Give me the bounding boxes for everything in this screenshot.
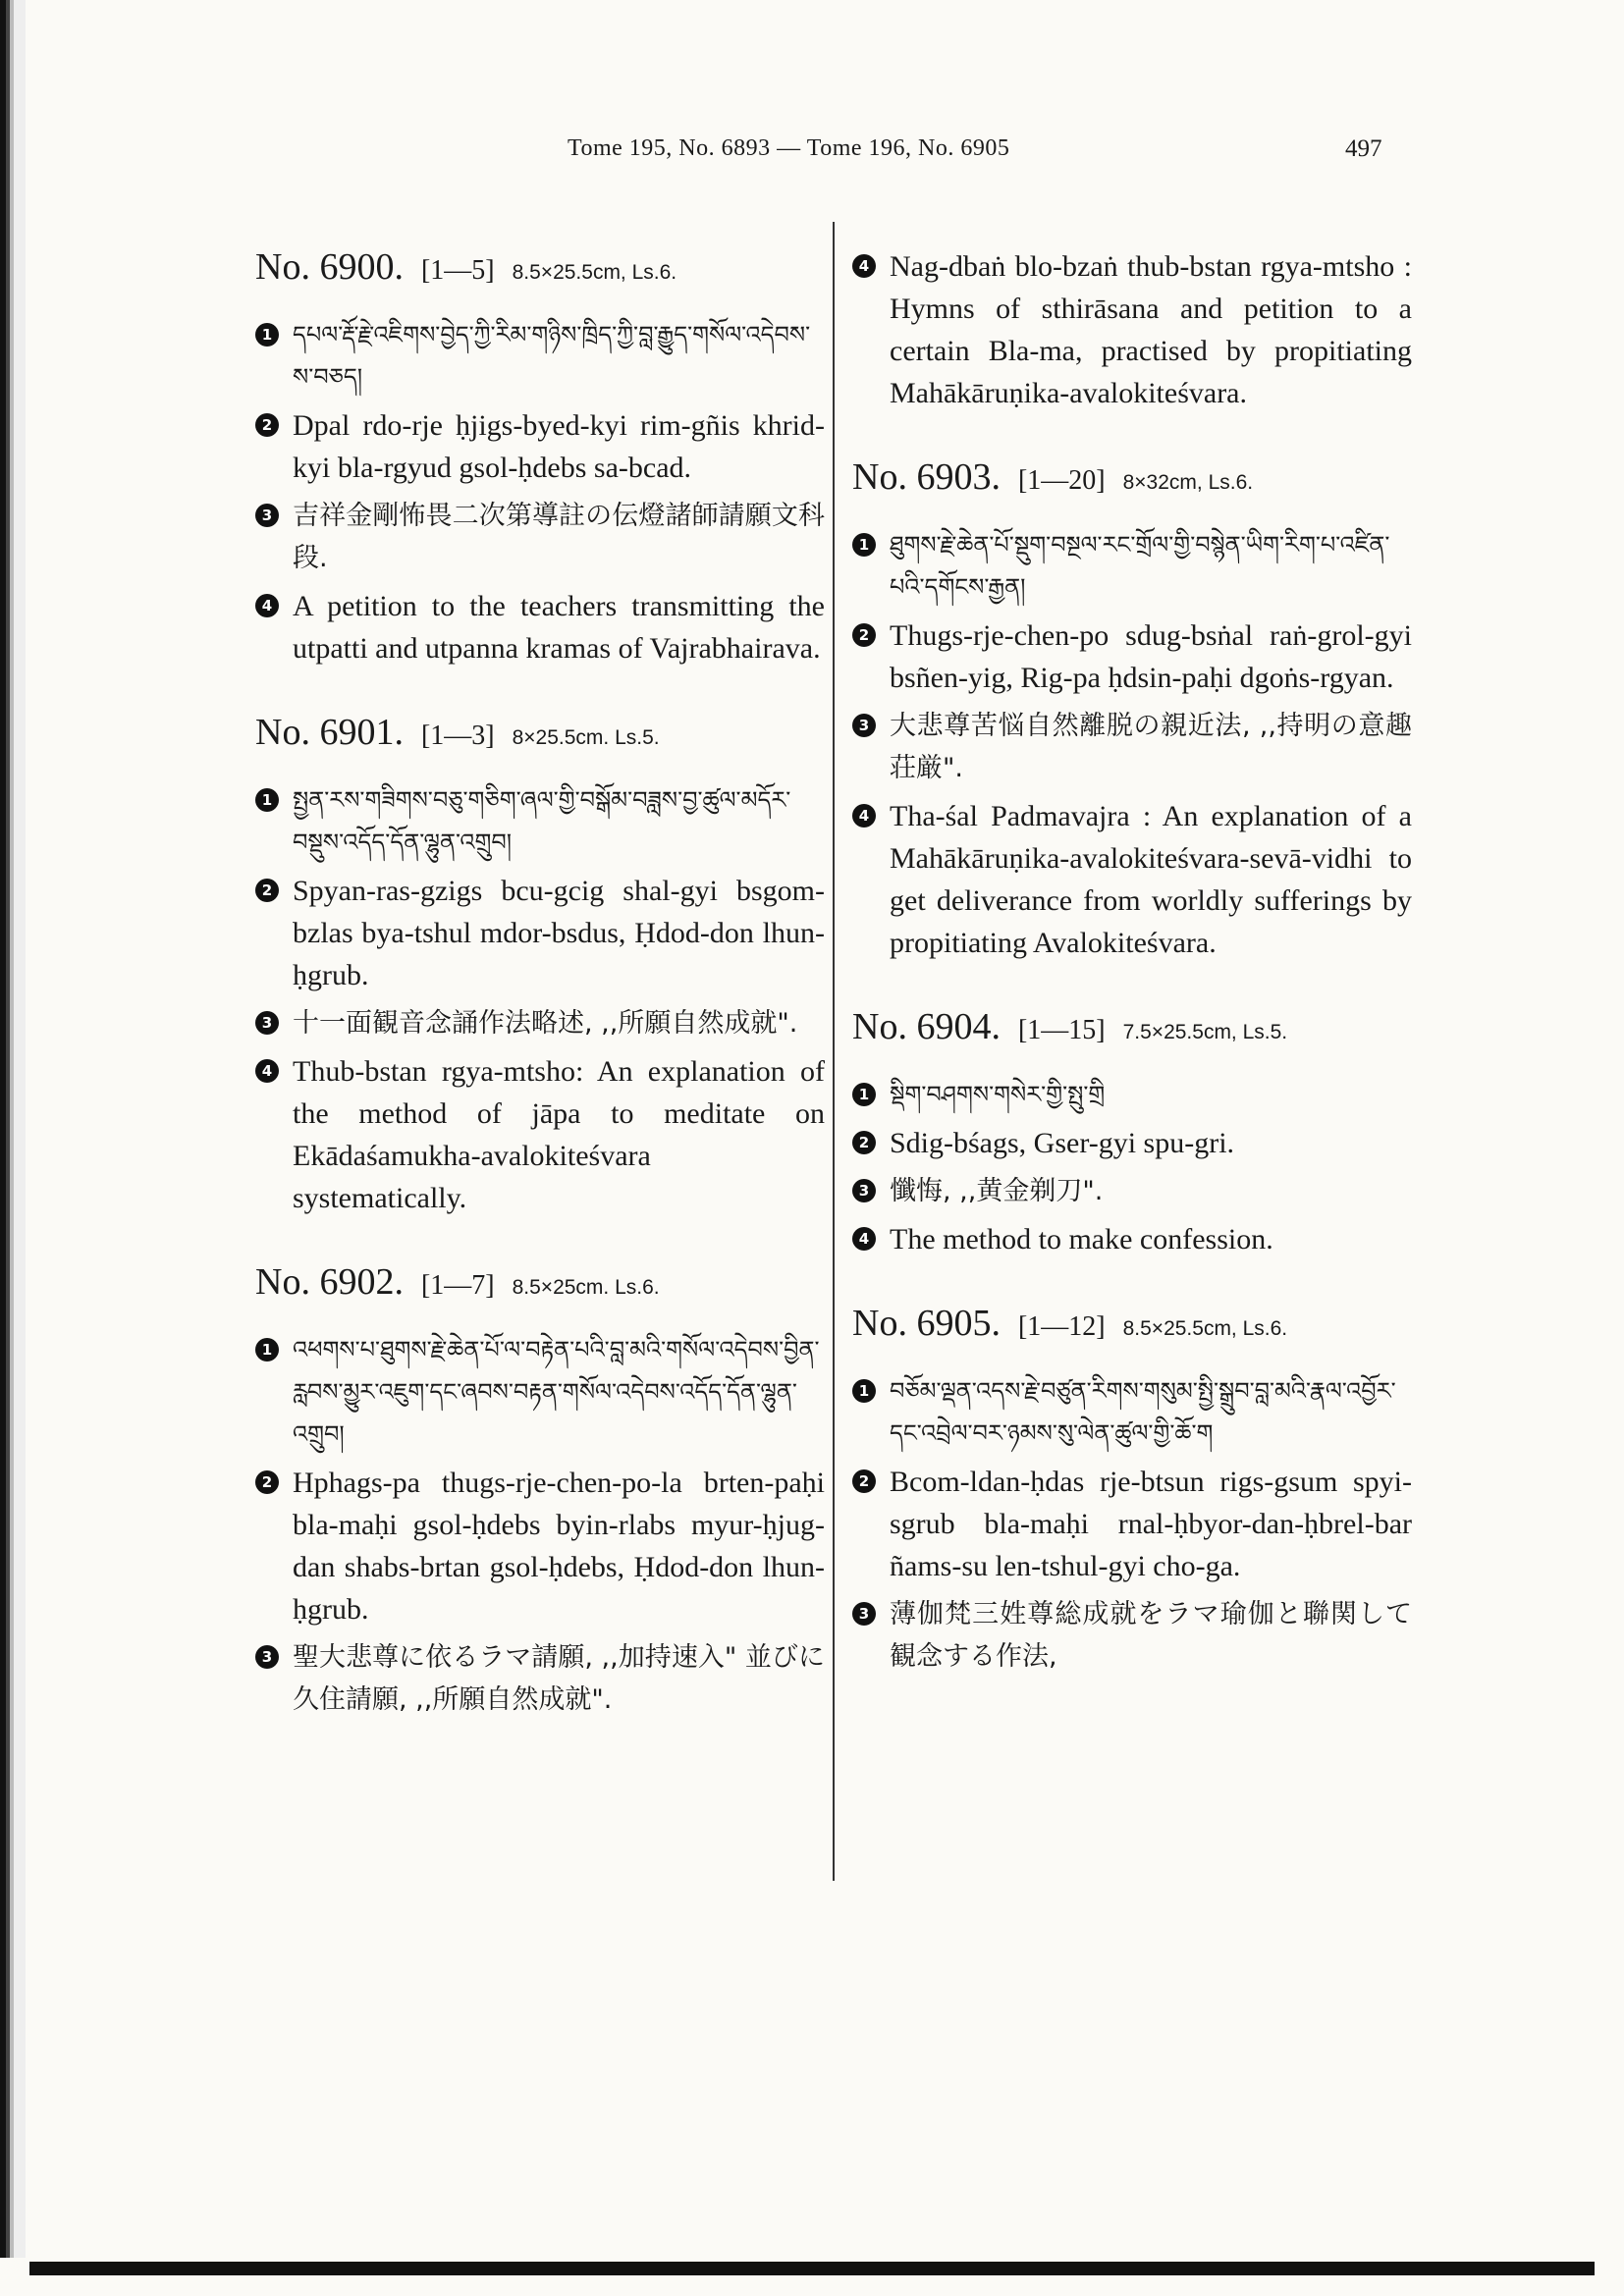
- transliteration: Thugs-rje-chen-po sdug-bsṅal raṅ-grol-gyi bsñen-yig, Rig-pa ḥdsin-paḥi dgoṅs-rgyan.: [890, 619, 1412, 694]
- entry-number: No. 6905.: [852, 1303, 1001, 1344]
- entry-6901: [255, 711, 825, 1219]
- marker-3-icon: 3: [255, 504, 279, 527]
- transliteration-line: [852, 1461, 1412, 1587]
- marker-3-icon: 3: [852, 1179, 876, 1202]
- page-binding-edge: [0, 0, 26, 2258]
- entry-size: 7.5×25.5cm, Ls.5.: [1122, 1021, 1288, 1043]
- japanese-title-line: [852, 1170, 1412, 1212]
- japanese-title-line: [255, 1002, 825, 1044]
- entry-number: No. 6901.: [255, 712, 404, 753]
- english-description-line: [255, 585, 825, 669]
- japanese-title-line: [852, 705, 1412, 789]
- marker-2-icon: 2: [255, 879, 279, 902]
- entry-pages: [1—15]: [1017, 1015, 1106, 1045]
- tibetan-title: སྤྱན་རས་གཟིགས་བཅུ་གཅིག་ཞལ་གྱི་བསྒོམ་བཟླས་བྱ་ཚུལ་མདོར་བསྡུས་འདོད་དོན་ལྷུན་འགྲུབ།: [293, 786, 791, 856]
- entry-pages: [1—12]: [1017, 1311, 1106, 1342]
- transliteration: Spyan-ras-gzigs bcu-gcig shal-gyi bsgom-bzlas bya-tshul mdor-bsdus, Ḥdod-don lhun-ḥgrub.: [293, 875, 825, 991]
- english-description-line: [852, 245, 1412, 414]
- marker-1-icon: 1: [852, 1083, 876, 1106]
- entry-pages: [1—5]: [420, 255, 495, 286]
- entry-6902-continued: [852, 245, 1412, 414]
- japanese-title-line: [255, 1636, 825, 1721]
- transliteration-line: [255, 870, 825, 996]
- tibetan-title-line: [852, 1370, 1412, 1455]
- entry-header: [255, 1260, 825, 1304]
- entry-6902: [255, 1260, 825, 1721]
- entry-size: 8×25.5cm. Ls.5.: [512, 726, 660, 749]
- transliteration: Dpal rdo-rje ḥjigs-byed-kyi rim-gñis khrid-kyi bla-rgyud gsol-ḥdebs sa-bcad.: [293, 409, 825, 484]
- tibetan-title: འཕགས་པ་ཐུགས་རྗེ་ཆེན་པོ་ལ་བརྟེན་པའི་བླ་མའི་གསོལ་འདེབས་བྱིན་རླབས་མྱུར་འཇུག་དང་ཞབས་བརྟན་གསོལ་འདེབས་འདོད་དོན་ལྷུན་འགྲུབ།: [293, 1336, 820, 1448]
- tibetan-title: ཐུགས་རྗེ་ཆེན་པོ་སྡུག་བསྔལ་རང་གྲོལ་གྱི་བསྙེན་ཡིག་རིག་པ་འཛིན་པའི་དགོངས་རྒྱན།: [890, 531, 1390, 601]
- marker-1-icon: 1: [255, 1338, 279, 1362]
- english-description: Tha-śal Padmavajra : An explanation of a Mahākāruṇika-avalokiteśvara-sevā-vidhi to get deliverance from worldly sufferings by propitiating Avalokiteśvara.: [890, 800, 1412, 959]
- column-divider: [833, 222, 835, 1881]
- entry-6905: [852, 1302, 1412, 1678]
- entry-number: No. 6900.: [255, 246, 404, 288]
- english-description-line: [852, 1218, 1412, 1260]
- marker-4-icon: 4: [852, 1227, 876, 1251]
- marker-3-icon: 3: [255, 1011, 279, 1035]
- tibetan-title-line: [852, 1074, 1412, 1116]
- marker-1-icon: 1: [255, 323, 279, 347]
- tibetan-title: དཔལ་རྡོ་རྗེ་འཇིགས་བྱེད་ཀྱི་རིམ་གཉིས་ཁྲིད་ཀྱི་བླ་རྒྱུད་གསོལ་འདེབས་ས་བཅད།: [293, 321, 811, 391]
- entry-number: No. 6904.: [852, 1006, 1001, 1047]
- marker-2-icon: 2: [852, 1131, 876, 1154]
- entry-header: [852, 455, 1412, 499]
- marker-3-icon: 3: [852, 1602, 876, 1626]
- japanese-title-line: [852, 1593, 1412, 1678]
- japanese-title: 十一面観音念誦作法略述, ,,所願自然成就".: [293, 1008, 798, 1039]
- transliteration-line: [852, 614, 1412, 699]
- entry-size: 8×32cm, Ls.6.: [1122, 471, 1254, 494]
- marker-3-icon: 3: [255, 1645, 279, 1669]
- transliteration: Sdig-bśags, Gser-gyi spu-gri.: [890, 1127, 1235, 1159]
- entry-header: [852, 1005, 1412, 1048]
- tibetan-title: སྡིག་བཤགས་གསེར་གྱི་སྤུ་གྲི: [890, 1081, 1106, 1108]
- english-description: A petition to the teachers transmitting the utpatti and utpanna kramas of Vajrabhairava.: [293, 590, 825, 665]
- transliteration: Hphags-pa thugs-rje-chen-po-la brten-paḥi bla-maḥi gsol-ḥdebs byin-rlabs myur-ḥjug-dan shabs-brtan gsol-ḥdebs, Ḥdod-don lhun-ḥgrub.: [293, 1467, 825, 1626]
- tibetan-title-line: [852, 524, 1412, 609]
- marker-2-icon: 2: [852, 623, 876, 647]
- japanese-title: 聖大悲尊に依るラマ請願, ,,加持速入" 並びに久住請願, ,,所願自然成就".: [293, 1642, 825, 1715]
- transliteration: Bcom-ldan-ḥdas rje-btsun rigs-gsum spyi-sgrub bla-maḥi rnal-ḥbyor-dan-ḥbrel-bar ñams-su len-tshul-gyi cho-ga.: [890, 1466, 1412, 1582]
- marker-4-icon: 4: [255, 1059, 279, 1083]
- entry-size: 8.5×25.5cm, Ls.6.: [1122, 1317, 1288, 1340]
- marker-1-icon: 1: [852, 1379, 876, 1403]
- entry-6904: [852, 1005, 1412, 1260]
- english-description-line: [255, 1050, 825, 1219]
- entry-6900: [255, 245, 825, 669]
- entry-number: No. 6902.: [255, 1261, 404, 1303]
- japanese-title: 懺悔, ,,黄金剃刀".: [890, 1176, 1104, 1206]
- marker-1-icon: 1: [255, 788, 279, 812]
- tibetan-title-line: [255, 314, 825, 399]
- marker-1-icon: 1: [852, 533, 876, 557]
- running-head: Tome 195, No. 6893 — Tome 196, No. 6905: [568, 135, 1010, 161]
- transliteration-line: [255, 1462, 825, 1630]
- marker-3-icon: 3: [852, 714, 876, 737]
- english-description: Thub-bstan rgya-mtsho: An explanation of the method of jāpa to meditate on Ekādaśamukha-avalokiteśvara systematically.: [293, 1055, 825, 1214]
- marker-2-icon: 2: [255, 413, 279, 437]
- tibetan-title-line: [255, 779, 825, 864]
- transliteration-line: [852, 1122, 1412, 1164]
- tibetan-title-line: [255, 1329, 825, 1456]
- entry-pages: [1—3]: [420, 721, 495, 751]
- english-description: Nag-dbaṅ blo-bzaṅ thub-bstan rgya-mtsho : Hymns of sthirāsana and petition to a certain Bla-ma, practised by propitiating Mahākāruṇika-avalokiteśvara.: [890, 250, 1412, 409]
- page-number: 497: [1345, 135, 1382, 162]
- english-description-line: [852, 795, 1412, 964]
- marker-4-icon: 4: [852, 254, 876, 278]
- japanese-title: 薄伽梵三姓尊総成就をラマ瑜伽と聯関して観念する作法,: [890, 1599, 1412, 1672]
- entry-size: 8.5×25.5cm, Ls.6.: [512, 261, 677, 284]
- entry-size: 8.5×25cm. Ls.6.: [512, 1276, 660, 1299]
- japanese-title-line: [255, 495, 825, 579]
- entry-header: [852, 1302, 1412, 1345]
- marker-4-icon: 4: [852, 804, 876, 828]
- entry-header: [255, 245, 825, 289]
- transliteration-line: [255, 404, 825, 489]
- japanese-title: 吉祥金剛怖畏二次第導註の伝燈諸師請願文科段.: [293, 501, 825, 573]
- english-description: The method to make confession.: [890, 1223, 1273, 1255]
- entry-pages: [1—20]: [1017, 465, 1106, 496]
- entry-pages: [1—7]: [420, 1270, 495, 1301]
- marker-2-icon: 2: [852, 1469, 876, 1493]
- entry-header: [255, 711, 825, 754]
- entry-6903: [852, 455, 1412, 964]
- left-column: [255, 245, 825, 1762]
- bottom-rule: [29, 2262, 1595, 2275]
- japanese-title: 大悲尊苦悩自然離脱の親近法, ,,持明の意趣荘厳".: [890, 711, 1412, 783]
- tibetan-title: བཅོམ་ལྡན་འདས་རྗེ་བཙུན་རིགས་གསུམ་སྤྱི་སྒྲུབ་བླ་མའི་རྣལ་འབྱོར་དང་འབྲེལ་བར་ཉམས་སུ་ལེན་ཚུལ་གྱི་ཆོ་ག: [890, 1377, 1396, 1447]
- entry-number: No. 6903.: [852, 456, 1001, 498]
- marker-4-icon: 4: [255, 594, 279, 617]
- right-column: [852, 245, 1412, 1719]
- marker-2-icon: 2: [255, 1470, 279, 1494]
